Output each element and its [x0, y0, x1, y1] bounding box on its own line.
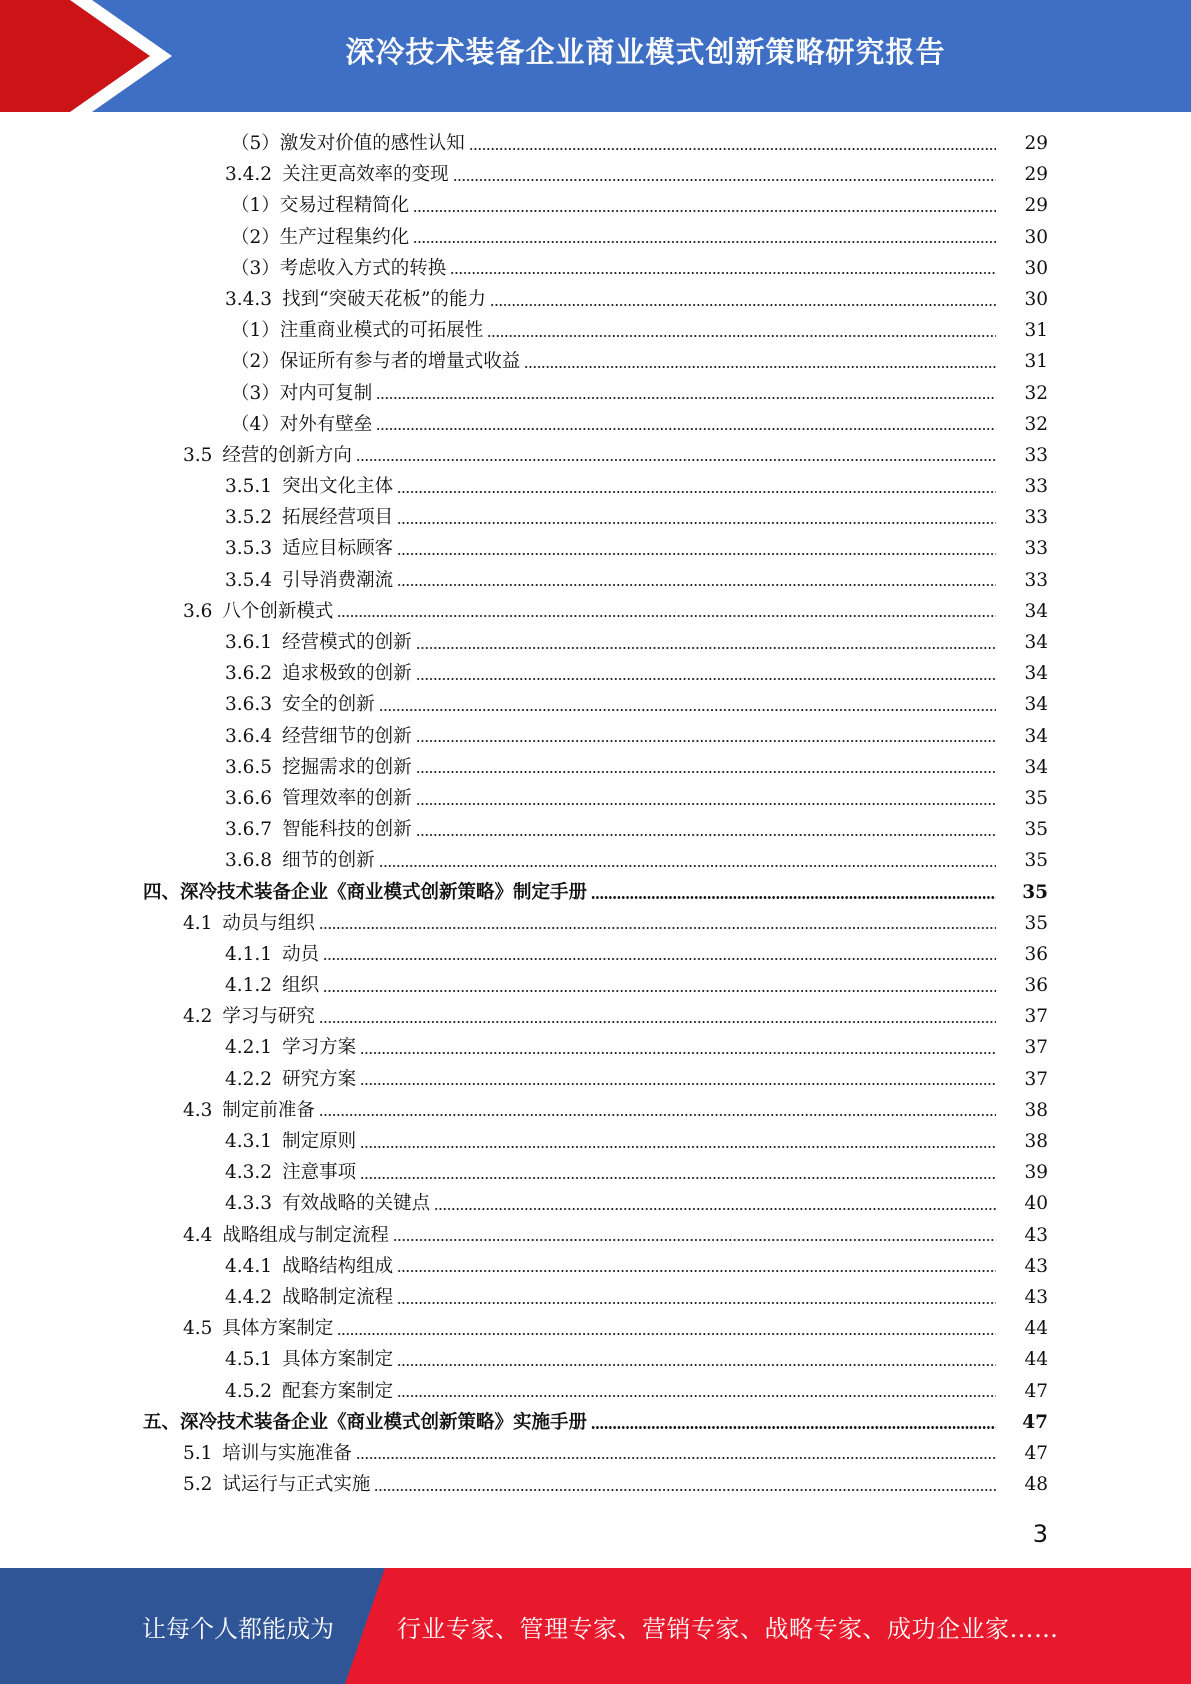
toc-entry-title: 细节的创新 [282, 850, 375, 872]
toc-dot-leader [413, 241, 996, 243]
toc-entry-page: 33 [1024, 569, 1048, 591]
toc-entry-page: 43 [1024, 1255, 1048, 1277]
toc-entry[interactable] [0, 346, 1191, 377]
toc-entry-number: （4） [231, 413, 280, 435]
toc-dot-leader [319, 1114, 996, 1116]
toc-entry[interactable] [0, 440, 1191, 471]
toc-entry-page: 37 [1024, 1006, 1048, 1028]
toc-entry-number: 4.5 [183, 1318, 213, 1340]
toc-entry-title: 对内可复制 [279, 382, 373, 404]
toc-dot-leader [393, 1239, 996, 1241]
toc-entry-number: 3.6.8 [225, 850, 273, 872]
footer-slogan-left: 让每个人都能成为 [142, 1614, 334, 1643]
toc-entry-page: 44 [1024, 1349, 1048, 1371]
toc-entry-title: 动员与组织 [222, 912, 315, 934]
toc-dot-leader [397, 584, 996, 586]
toc-entry-number: （1） [231, 195, 280, 217]
toc-dot-leader [397, 522, 996, 524]
toc-entry-title: 深冷技术装备企业《商业模式创新策略》实施手册 [180, 1411, 588, 1433]
toc-entry-page: 39 [1024, 1162, 1048, 1184]
toc-dot-leader [319, 927, 996, 929]
toc-dot-leader [416, 803, 996, 805]
toc-entry[interactable] [0, 939, 1191, 970]
toc-entry-title: 制定前准备 [222, 1099, 315, 1121]
toc-entry-number: 4.5.1 [225, 1349, 273, 1371]
toc-dot-leader [360, 1146, 996, 1148]
toc-dot-leader [337, 615, 996, 617]
toc-entry[interactable] [0, 222, 1191, 253]
toc-entry-title: 拓展经营项目 [282, 507, 394, 529]
toc-dot-leader [450, 272, 996, 274]
toc-entry-page: 43 [1024, 1224, 1048, 1246]
page-number: 3 [1032, 1520, 1048, 1548]
toc-dot-leader [416, 834, 996, 836]
toc-dot-leader [397, 1395, 996, 1397]
toc-entry-title: 培训与实施准备 [222, 1442, 352, 1464]
toc-entry[interactable] [0, 1376, 1191, 1407]
toc-entry-number: 3.4.2 [225, 164, 273, 186]
toc-entry-number: 3.6.1 [225, 632, 273, 653]
toc-entry-page: 40 [1024, 1193, 1048, 1215]
toc-entry-number: 4.2.2 [225, 1068, 273, 1090]
toc-dot-leader [356, 1457, 996, 1459]
toc-entry-page: 29 [1024, 133, 1048, 154]
toc-entry-title: 管理效率的创新 [282, 787, 412, 809]
toc-dot-leader [319, 1021, 996, 1023]
toc-entry[interactable] [0, 1251, 1191, 1282]
toc-entry-title: 激发对价值的感性认知 [279, 133, 465, 154]
toc-entry-title: 学习方案 [282, 1037, 357, 1059]
toc-entry-number: 4.3.2 [225, 1162, 273, 1184]
footer-slogan-right: 行业专家、管理专家、营销专家、战略专家、成功企业家…… [397, 1614, 1059, 1643]
toc-dot-leader [434, 1208, 996, 1210]
toc-dot-leader [416, 678, 996, 680]
toc-entry[interactable] [0, 159, 1191, 190]
toc-dot-leader [397, 553, 996, 555]
toc-dot-leader [397, 491, 996, 493]
toc-entry[interactable] [0, 1438, 1191, 1469]
toc-entry-page: 43 [1024, 1286, 1048, 1308]
toc-entry-title: 具体方案制定 [282, 1349, 394, 1371]
toc-entry-page: 35 [1024, 850, 1048, 872]
toc-dot-leader [413, 210, 996, 212]
toc-entry-number: （2） [231, 226, 280, 248]
toc-entry-number: 4.3.1 [225, 1131, 273, 1152]
toc-entry[interactable] [0, 689, 1191, 720]
toc-entry-number: （5） [231, 133, 280, 154]
toc-entry-number: 4.1.1 [225, 943, 273, 965]
toc-entry-title: 找到“突破天花板”的能力 [282, 288, 486, 310]
toc-entry-page: 33 [1024, 538, 1048, 560]
table-of-contents [0, 128, 1191, 1500]
toc-entry-title: 注意事项 [282, 1162, 357, 1184]
toc-entry-title: 引导消费潮流 [282, 569, 394, 591]
toc-entry-title: 具体方案制定 [222, 1318, 334, 1340]
toc-dot-leader [376, 397, 996, 399]
toc-entry[interactable] [0, 627, 1191, 658]
toc-entry-number: 4.1 [183, 912, 213, 934]
toc-dot-leader [469, 148, 996, 150]
toc-entry-number: 4.3 [183, 1099, 213, 1121]
toc-entry-page: 34 [1024, 663, 1048, 685]
toc-entry-page: 36 [1024, 943, 1048, 965]
toc-entry[interactable] [0, 908, 1191, 939]
toc-entry-number: 3.5 [183, 444, 213, 466]
toc-entry[interactable] [0, 502, 1191, 533]
toc-entry-title: 经营细节的创新 [282, 725, 412, 747]
toc-dot-leader [323, 958, 996, 960]
toc-entry[interactable] [0, 284, 1191, 315]
toc-entry[interactable] [0, 596, 1191, 627]
toc-entry[interactable] [0, 845, 1191, 876]
toc-entry-title: 关注更高效率的变现 [282, 164, 449, 186]
toc-entry[interactable] [0, 1064, 1191, 1095]
toc-entry-page: 34 [1024, 632, 1048, 653]
toc-entry-title: 交易过程精简化 [279, 195, 410, 217]
toc-entry-page: 34 [1024, 756, 1048, 778]
toc-entry[interactable] [0, 1095, 1191, 1126]
toc-entry-title: 安全的创新 [282, 694, 375, 716]
toc-entry-number: 五、 [143, 1411, 181, 1433]
toc-entry-title: 制定原则 [282, 1131, 357, 1152]
toc-entry-page: 38 [1024, 1099, 1048, 1121]
toc-entry[interactable] [0, 658, 1191, 689]
toc-entry-title: 有效战略的关键点 [282, 1193, 431, 1215]
toc-entry-number: 4.1.2 [225, 975, 273, 997]
toc-dot-leader [379, 865, 996, 867]
toc-entry-title: 挖掘需求的创新 [282, 756, 412, 778]
toc-entry-title: 追求极致的创新 [282, 663, 412, 685]
toc-entry[interactable] [0, 1220, 1191, 1251]
toc-entry-number: 3.6 [183, 600, 213, 622]
toc-entry[interactable] [0, 409, 1191, 440]
toc-entry-title: 注重商业模式的可拓展性 [279, 320, 484, 342]
toc-entry-page: 33 [1024, 476, 1048, 498]
toc-entry-number: （3） [231, 257, 280, 279]
toc-entry-page: 47 [1022, 1411, 1048, 1433]
toc-entry-page: 30 [1024, 257, 1048, 279]
toc-entry-number: 3.6.4 [225, 725, 273, 747]
toc-entry-title: 深冷技术装备企业《商业模式创新策略》制定手册 [180, 881, 588, 903]
toc-entry-title: 智能科技的创新 [282, 819, 412, 841]
toc-entry[interactable] [0, 471, 1191, 502]
toc-entry-title: 动员 [282, 943, 320, 965]
toc-dot-leader [360, 1083, 996, 1085]
toc-entry[interactable] [0, 1469, 1191, 1500]
toc-entry[interactable] [0, 1344, 1191, 1375]
toc-dot-leader [397, 1302, 996, 1304]
toc-dot-leader [360, 1177, 996, 1179]
toc-entry-number: （1） [231, 320, 280, 342]
toc-entry-title: 配套方案制定 [282, 1380, 394, 1402]
toc-entry-number: 4.5.2 [225, 1380, 273, 1402]
toc-dot-leader [356, 459, 996, 461]
toc-entry[interactable] [0, 1001, 1191, 1032]
toc-entry-page: 35 [1024, 819, 1048, 841]
toc-entry-page: 29 [1024, 164, 1048, 186]
report-title: 深冷技术装备企业商业模式创新策略研究报告 [345, 34, 946, 69]
toc-entry[interactable] [0, 1407, 1191, 1438]
toc-entry-page: 31 [1024, 320, 1048, 342]
toc-entry-title: 适应目标顾客 [282, 538, 394, 560]
toc-entry-number: 5.2 [183, 1474, 213, 1496]
toc-entry[interactable] [0, 1282, 1191, 1313]
toc-entry-page: 47 [1024, 1442, 1048, 1464]
toc-entry-number: 4.2.1 [225, 1037, 273, 1059]
toc-entry-number: （2） [231, 351, 280, 373]
toc-entry[interactable] [0, 814, 1191, 845]
toc-entry-page: 37 [1024, 1037, 1048, 1059]
page-header [0, 0, 1191, 112]
toc-entry-page: 32 [1024, 382, 1048, 404]
toc-entry-title: 考虑收入方式的转换 [279, 257, 447, 279]
toc-entry-title: 研究方案 [282, 1068, 357, 1090]
toc-entry[interactable] [0, 970, 1191, 1001]
toc-entry[interactable] [0, 1126, 1191, 1157]
toc-entry[interactable] [0, 128, 1191, 159]
toc-entry[interactable] [0, 253, 1191, 284]
toc-entry-page: 31 [1024, 351, 1048, 373]
toc-entry[interactable] [0, 877, 1191, 908]
toc-dot-leader [416, 740, 996, 742]
toc-dot-leader [397, 1364, 996, 1366]
toc-entry-number: 4.4.1 [225, 1255, 273, 1277]
toc-entry[interactable] [0, 190, 1191, 221]
toc-entry-number: 3.6.5 [225, 756, 273, 778]
toc-dot-leader [376, 428, 996, 430]
toc-entry[interactable] [0, 533, 1191, 564]
toc-entry-page: 36 [1024, 975, 1048, 997]
toc-entry-number: 3.6.7 [225, 819, 273, 841]
toc-entry-title: 组织 [282, 975, 320, 997]
toc-entry-title: 学习与研究 [222, 1006, 315, 1028]
toc-dot-leader [379, 709, 996, 711]
toc-entry[interactable] [0, 565, 1191, 596]
toc-entry-number: 3.5.1 [225, 476, 273, 498]
toc-entry-title: 战略结构组成 [282, 1255, 394, 1277]
toc-entry-title: 保证所有参与者的增量式收益 [279, 351, 521, 373]
toc-entry-title: 试运行与正式实施 [222, 1474, 371, 1496]
toc-entry-page: 37 [1024, 1068, 1048, 1090]
toc-entry-number: 四、 [143, 881, 181, 903]
toc-dot-leader [416, 771, 996, 773]
header-arrow-decoration [0, 0, 260, 112]
toc-dot-leader [453, 179, 996, 181]
toc-entry-number: 4.4 [183, 1224, 213, 1246]
toc-entry[interactable] [0, 783, 1191, 814]
toc-dot-leader [591, 896, 996, 899]
toc-entry[interactable] [0, 1188, 1191, 1219]
toc-entry-page: 48 [1024, 1474, 1048, 1496]
toc-dot-leader [487, 335, 996, 337]
toc-entry-page: 47 [1024, 1380, 1048, 1402]
toc-dot-leader [416, 647, 996, 649]
toc-entry-page: 34 [1024, 725, 1048, 747]
toc-dot-leader [524, 366, 996, 368]
page-footer [0, 1568, 1191, 1684]
toc-entry-number: 3.6.6 [225, 787, 273, 809]
toc-entry[interactable] [0, 1157, 1191, 1188]
toc-dot-leader [360, 1052, 996, 1054]
toc-entry-number: 5.1 [183, 1442, 213, 1464]
toc-entry-page: 35 [1022, 881, 1048, 903]
toc-entry-page: 30 [1024, 288, 1048, 310]
toc-entry[interactable] [0, 315, 1191, 346]
toc-entry-number: 3.6.2 [225, 663, 273, 685]
toc-entry-number: 3.6.3 [225, 694, 273, 716]
toc-entry-page: 29 [1024, 195, 1048, 217]
toc-entry[interactable] [0, 1032, 1191, 1063]
toc-entry-number: 4.3.3 [225, 1193, 273, 1215]
toc-entry[interactable] [0, 1313, 1191, 1344]
toc-entry-page: 33 [1024, 444, 1048, 466]
toc-entry-number: 4.4.2 [225, 1286, 273, 1308]
toc-entry-page: 35 [1024, 912, 1048, 934]
toc-entry-number: 3.5.2 [225, 507, 273, 529]
toc-dot-leader [490, 304, 996, 306]
toc-entry-number: 3.4.3 [225, 288, 273, 310]
toc-dot-leader [397, 1270, 996, 1272]
toc-entry-number: 4.2 [183, 1006, 213, 1028]
toc-entry-page: 38 [1024, 1131, 1048, 1152]
toc-entry-title: 对外有壁垒 [279, 413, 373, 435]
toc-entry-title: 八个创新模式 [222, 600, 334, 622]
toc-entry-number: 3.5.3 [225, 538, 273, 560]
toc-entry-number: 3.5.4 [225, 569, 273, 591]
toc-entry-page: 32 [1024, 413, 1048, 435]
toc-entry-page: 33 [1024, 507, 1048, 529]
toc-entry-title: 经营的创新方向 [222, 444, 352, 466]
toc-dot-leader [323, 990, 996, 992]
toc-entry-page: 34 [1024, 600, 1048, 622]
toc-dot-leader [374, 1489, 996, 1491]
toc-dot-leader [337, 1333, 996, 1335]
toc-entry-title: 经营模式的创新 [282, 632, 412, 653]
toc-entry-page: 35 [1024, 787, 1048, 809]
toc-entry-number: （3） [231, 382, 280, 404]
toc-entry-title: 战略组成与制定流程 [222, 1224, 389, 1246]
toc-entry[interactable] [0, 721, 1191, 752]
toc-entry[interactable] [0, 752, 1191, 783]
toc-entry-title: 生产过程集约化 [279, 226, 410, 248]
toc-entry-title: 突出文化主体 [282, 476, 394, 498]
toc-entry[interactable] [0, 378, 1191, 409]
toc-entry-title: 战略制定流程 [282, 1286, 394, 1308]
toc-entry-page: 30 [1024, 226, 1048, 248]
toc-entry-page: 44 [1024, 1318, 1048, 1340]
toc-dot-leader [591, 1426, 996, 1429]
toc-entry-page: 34 [1024, 694, 1048, 716]
